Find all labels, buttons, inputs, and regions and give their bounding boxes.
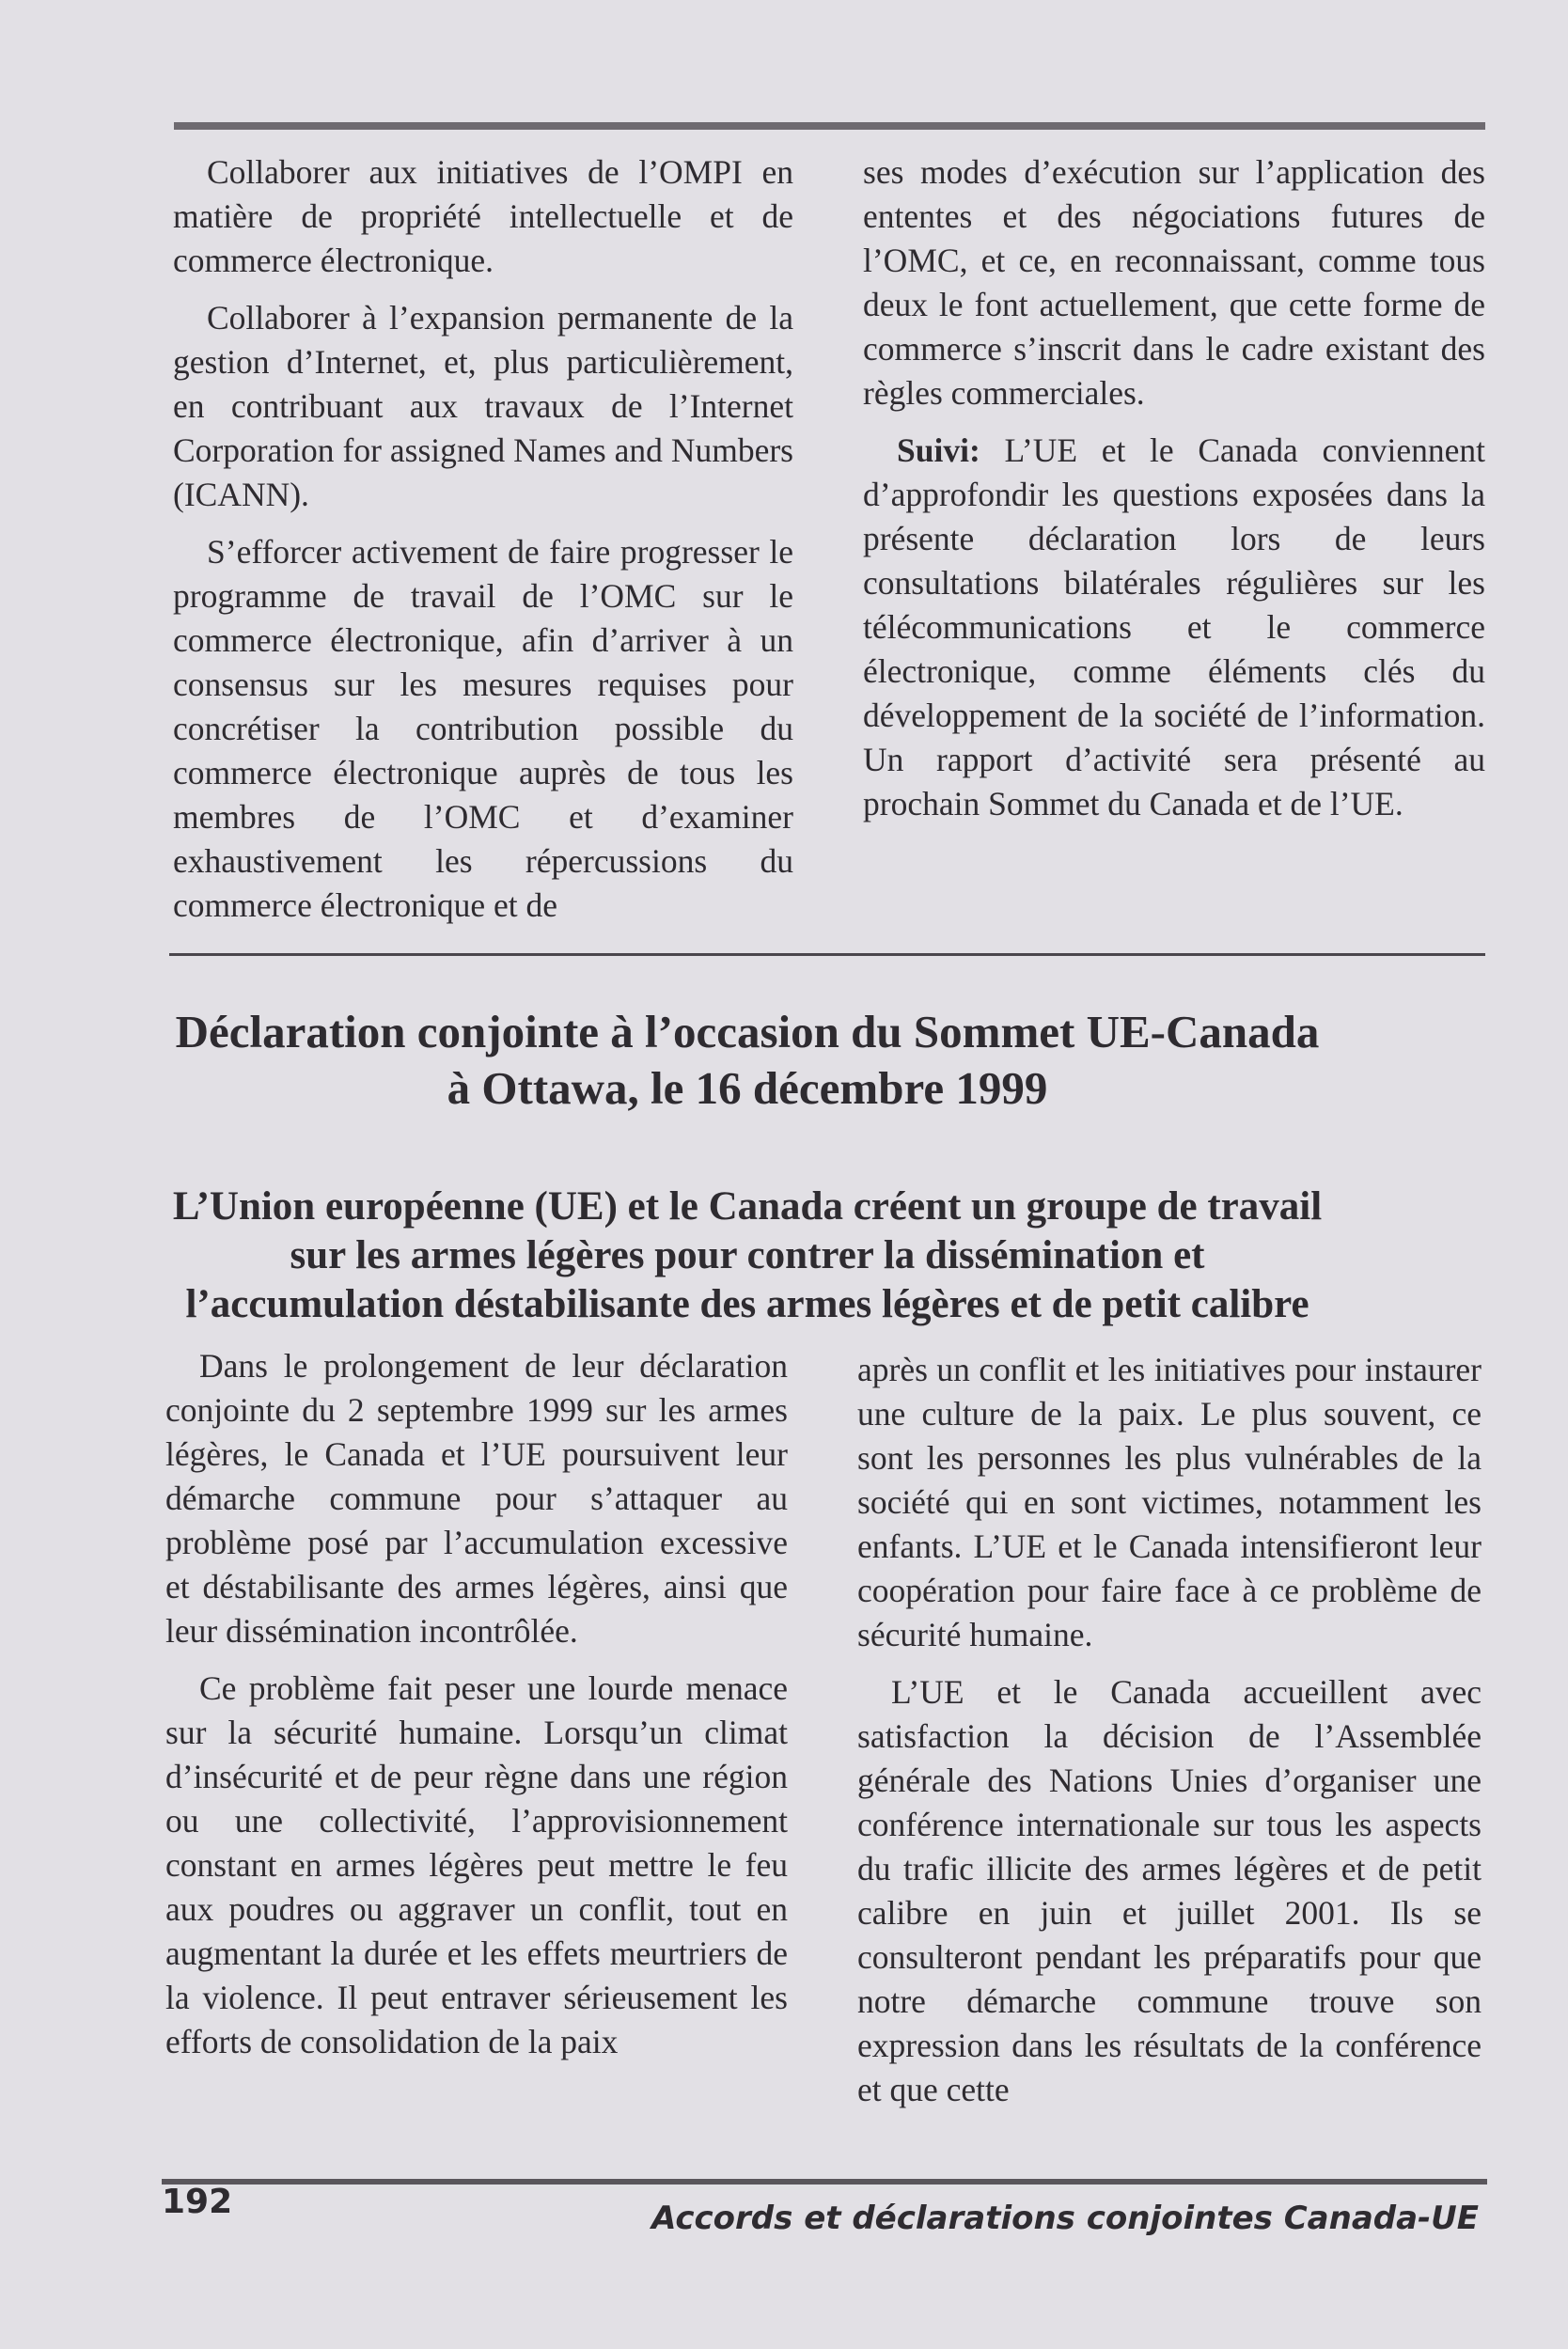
page-number: 192	[162, 2183, 233, 2221]
top-right-column	[863, 150, 1485, 839]
footer-rule	[162, 2179, 1487, 2185]
top-left-column	[173, 150, 793, 941]
top-rule	[174, 122, 1485, 130]
declaration-title: Déclaration conjointe à l’occasion du Sommet UE-Canada à Ottawa, le 16 décembre 1999	[175, 1006, 1320, 1114]
publication-title: Accords et déclarations conjointes Canada-UE	[651, 2200, 1479, 2237]
paragraph: Collaborer à l’expansion permanente de la gestion d’Internet, et, plus particulièrement, en contribuant aux travaux de l’Internet Corporation for assigned Names and Numbers (ICANN).	[173, 299, 793, 513]
section-divider	[169, 953, 1485, 956]
follow-up-label: Suivi:	[897, 431, 980, 469]
paragraph: Dans le prolongement de leur déclaration conjointe du 2 septembre 1999 sur les armes légères, le Canada et l’UE poursuivent leur démarche commune pour s’attaquer au problème posé par l’accumulation excessive et déstabilisante des armes légères, ainsi que leur dissémination incontrôlée.	[165, 1347, 788, 1650]
follow-up-text: L’UE et le Canada conviennent d’approfondir les questions exposées dans la présente déclaration lors de leurs consultations bilatérales régulières sur les télécommunications et le commerce électronique, comme éléments clés du développement de la société de l’information. Un rapport d’activité sera présenté au prochain Sommet du Canada et de l’UE.	[863, 431, 1485, 822]
declaration-subtitle: L’Union européenne (UE) et le Canada créent un groupe de travail sur les armes légères pour contrer la dissémination et l’accumulation déstabilisante des armes légères et de petit calibre	[172, 1184, 1323, 1326]
paragraph: S’efforcer activement de faire progresser le programme de travail de l’OMC sur le commerce électronique, afin d’arriver à un consensus sur les mesures requises pour concrétiser la contribution possible du commerce électronique auprès de tous les membres de l’OMC et d’examiner exhaustivement les répercussions du commerce électronique et de	[173, 533, 793, 924]
follow-up-paragraph	[863, 429, 1485, 826]
paragraph: Ce problème fait peser une lourde menace sur la sécurité humaine. Lorsqu’un climat d’insécurité et de peur règne dans une région ou une collectivité, l’approvisionnement constant en armes légères peut mettre le feu aux poudres ou aggraver un conflit, tout en augmentant la durée et les effets meurtriers de la violence. Il peut entraver sérieusement les efforts de consolidation de la paix	[165, 1669, 788, 2060]
paragraph: Collaborer aux initiatives de l’OMPI en matière de propriété intellectuelle et de commerce électronique.	[173, 153, 793, 279]
paragraph: après un conflit et les initiatives pour instaurer une culture de la paix. Le plus souvent, ce sont les personnes les plus vulnérables de la société qui en sont victimes, notamment les enfants. L’UE et le Canada intensifieront leur coopération pour faire face à ce problème de sécurité humaine.	[857, 1351, 1482, 1653]
paragraph: ses modes d’exécution sur l’application des ententes et des négociations futures de l’OMC, et ce, en reconnaissant, comme tous deux le font actuellement, que cette forme de commerce s’inscrit dans le cadre existant des règles commerciales.	[863, 153, 1485, 412]
paragraph: L’UE et le Canada accueillent avec satisfaction la décision de l’Assemblée générale des Nations Unies d’organiser une conférence internationale sur tous les aspects du trafic illicite des armes légères et de petit calibre en juin et juillet 2001. Ils se consulteront pendant les préparatifs pour que notre démarche commune trouve son expression dans les résultats de la conférence et que cette	[857, 1673, 1482, 2108]
bottom-right-column	[857, 1348, 1482, 2125]
bottom-left-column	[165, 1344, 788, 2077]
